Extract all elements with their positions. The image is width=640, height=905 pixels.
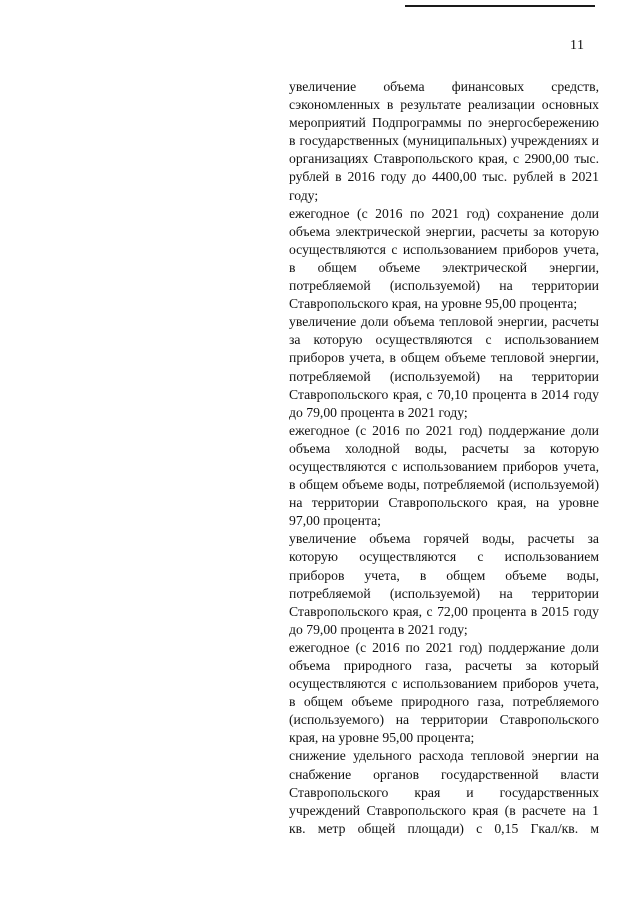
- paragraph-heat-consumption: снижение удельного расхода тепловой энергии на снабжение органов государственной власти Ставропольского края и государственных учреждений Ставропольского края (в расчете на 1 кв. метр общей площади) с 0,15 Гкал/кв. м: [289, 748, 599, 836]
- paragraph-electricity: ежегодное (с 2016 по 2021 год) сохранение доли объема электрической энергии, расчеты за которую осуществляются с использованием приборов учета, в общем объеме электрической энергии, потребляемой (используемой) на территории Ставропольского края, на уровне 95,00 процента;: [289, 205, 599, 312]
- paragraph-heat: увеличение доли объема тепловой энергии, расчеты за которую осуществляются с использованием приборов учета, в общем объеме тепловой энергии, потребляемой (используемой) на территории Ставропольского края, с 70,10 процента в 2014 году до 79,00 процента в 2021 году;: [289, 314, 599, 420]
- paragraph-natural-gas: ежегодное (с 2016 по 2021 год) поддержание доли объема природного газа, расчеты за который осуществляются с использованием приборов учета, в общем объеме природного газа, потребляемого (используемого) на территории Ставропольского края, на уровне 95,00 процента;: [289, 639, 599, 746]
- paragraph-hot-water: увеличение объема горячей воды, расчеты за которую осуществляются с использованием приборов учета, в общем объеме воды, потребляемой (используемой) на территории Ставропольского края, с 72,00 процента в 2015 году до 79,00 процента в 2021 году;: [289, 531, 599, 637]
- paragraph-cold-water: ежегодное (с 2016 по 2021 год) поддержание доли объема холодной воды, расчеты за которую осуществляются с использованием приборов учета, в общем объеме воды, потребляемой (используемой) на территории Ставропольского края, на уровне 97,00 процента;: [289, 422, 599, 529]
- header-rule: [405, 5, 595, 7]
- page-number: 11: [570, 38, 585, 53]
- paragraph-savings: увеличение объема финансовых средств, сэкономленных в результате реализации основных мероприятий Подпрограммы по энергосбережению в государственных (муниципальных) учреждениях и организациях Ставропольского края, с 2900,00 тыс. рублей в 2016 году до 4400,00 тыс. рублей в 2021 году;: [289, 79, 599, 203]
- document-body: [289, 78, 599, 838]
